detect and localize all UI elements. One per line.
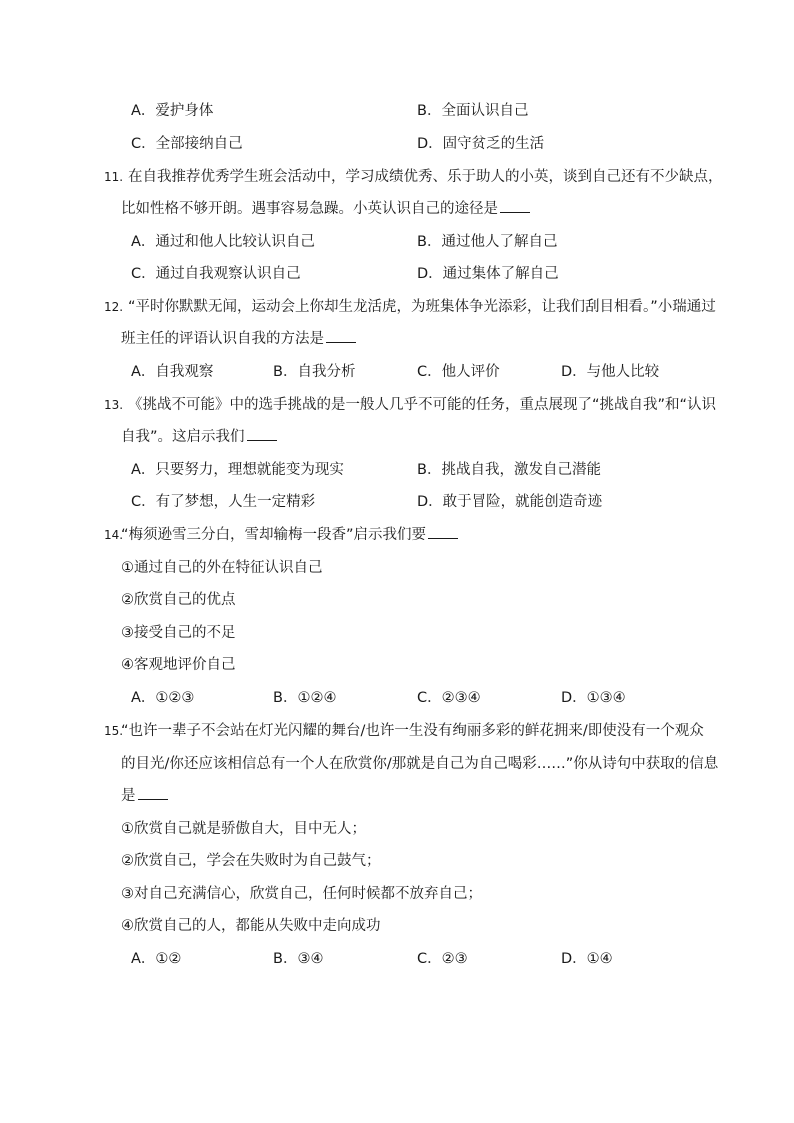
q13-options-row-1	[0, 458, 794, 482]
q15-statement-row-4	[0, 914, 794, 938]
q14-options-row	[0, 686, 794, 710]
q12-line-2	[0, 327, 794, 351]
q15-option-c: C．②③	[417, 951, 468, 967]
q10-option-c: C．全部接纳自己	[131, 136, 243, 152]
q14-statement-1: ①通过自己的外在特征认识自己	[121, 560, 323, 576]
q13-option-a: A．只要努力，理想就能变为现实	[131, 462, 344, 478]
q13-text-1: 《挑战不可能》中的选手挑战的是一般人几乎不可能的任务，重点展现了“挑战自我”和“认识	[128, 397, 717, 413]
q14-statement-4: ④客观地评价自己	[121, 657, 236, 673]
q14-option-a: A．①②③	[131, 690, 195, 706]
q12-options-row	[0, 360, 794, 384]
q14-statement-3: ③接受自己的不足	[121, 625, 236, 641]
q15-options-row	[0, 947, 794, 971]
q15-statement-row-2	[0, 849, 794, 873]
q15-option-b: B．③④	[273, 951, 324, 967]
q10-option-b: B．全面认识自己	[417, 103, 529, 119]
q15-option-a: A．①②	[131, 951, 182, 967]
q10-option-d: D．固守贫乏的生活	[417, 136, 545, 152]
q13-number: 13.	[104, 398, 124, 412]
q15-text-1: “也许一辈子不会站在灯光闪耀的舞台/也许一生没有绚丽多彩的鲜花拥来/即使没有一个观众	[121, 723, 704, 739]
q11-option-b: B．通过他人了解自己	[417, 234, 558, 250]
answer-blank	[247, 426, 277, 441]
q14-text-1: “梅须逊雪三分白，雪却输梅一段香”启示我们要	[121, 527, 427, 543]
q11-option-c: C．通过自我观察认识自己	[131, 266, 301, 282]
q14-statement-2: ②欣赏自己的优点	[121, 592, 236, 608]
q11-options-row-2	[0, 262, 794, 286]
q13-option-d: D．敢于冒险，就能创造奇迹	[417, 494, 603, 510]
q12-option-c: C．他人评价	[417, 364, 500, 380]
q11-option-d: D．通过集体了解自己	[417, 266, 559, 282]
q14-statement-row-2	[0, 588, 794, 612]
answer-blank	[326, 328, 356, 343]
q13-line-2	[0, 425, 794, 449]
q12-text-2: 班主任的评语认识自我的方法是	[121, 331, 324, 347]
q14-option-d: D．①③④	[561, 690, 626, 706]
q13-text-2: 自我”。这启示我们	[121, 429, 245, 445]
q15-text-3: 是	[121, 788, 136, 804]
q11-text-1: 在自我推荐优秀学生班会活动中，学习成绩优秀、乐于助人的小英，谈到自己还有不少缺点，	[128, 169, 723, 185]
q12-option-b: B．自我分析	[273, 364, 356, 380]
q14-number: 14.	[104, 528, 124, 542]
q10-option-a: A．爱护身体	[131, 103, 214, 119]
q12-number: 12.	[104, 300, 124, 314]
q11-options-row-1	[0, 230, 794, 254]
q14-statement-row-1	[0, 556, 794, 580]
q12-text-1: “平时你默默无闻，运动会上你却生龙活虎，为班集体争光添彩，让我们刮目相看。”小瑞通过	[128, 299, 716, 315]
q14-line-1	[0, 523, 794, 547]
q15-statement-3: ③对自己充满信心，欣赏自己，任何时候都不放弃自己；	[121, 886, 482, 902]
q15-statement-1: ①欣赏自己就是骄傲自大，目中无人；	[121, 821, 366, 837]
q15-statement-4: ④欣赏自己的人，都能从失败中走向成功	[121, 918, 381, 934]
q14-statement-row-4	[0, 653, 794, 677]
q14-option-c: C．②③④	[417, 690, 481, 706]
q10-options-row-2	[0, 132, 794, 156]
q15-statement-row-1	[0, 817, 794, 841]
q11-line-1	[0, 165, 794, 189]
q13-option-b: B．挑战自我，激发自己潜能	[417, 462, 601, 478]
q11-text-2: 比如性格不够开朗。遇事容易急躁。小英认识自己的途径是	[121, 201, 498, 217]
q10-options-row-1	[0, 99, 794, 123]
q14-statement-row-3	[0, 621, 794, 645]
q15-statement-row-3	[0, 882, 794, 906]
answer-blank	[428, 524, 458, 539]
q15-text-2: 的目光/你还应该相信总有一个人在欣赏你/那就是自己为自己喝彩……”你从诗句中获取的信息	[121, 756, 719, 772]
q15-number: 15.	[104, 724, 124, 738]
q12-line-1	[0, 295, 794, 319]
q15-line-2	[0, 752, 794, 776]
q15-line-3	[0, 784, 794, 808]
q12-option-a: A．自我观察	[131, 364, 214, 380]
q15-statement-2: ②欣赏自己，学会在失败时为自己鼓气；	[121, 853, 381, 869]
answer-blank	[138, 785, 168, 800]
q11-number: 11.	[104, 170, 124, 184]
q15-option-d: D．①④	[561, 951, 613, 967]
q13-option-c: C．有了梦想，人生一定精彩	[131, 494, 316, 510]
q11-option-a: A．通过和他人比较认识自己	[131, 234, 315, 250]
q12-option-d: D．与他人比较	[561, 364, 660, 380]
q11-line-2	[0, 197, 794, 221]
q15-line-1	[0, 719, 794, 743]
answer-blank	[500, 198, 530, 213]
q14-option-b: B．①②④	[273, 690, 337, 706]
q13-options-row-2	[0, 490, 794, 514]
q13-line-1	[0, 393, 794, 417]
